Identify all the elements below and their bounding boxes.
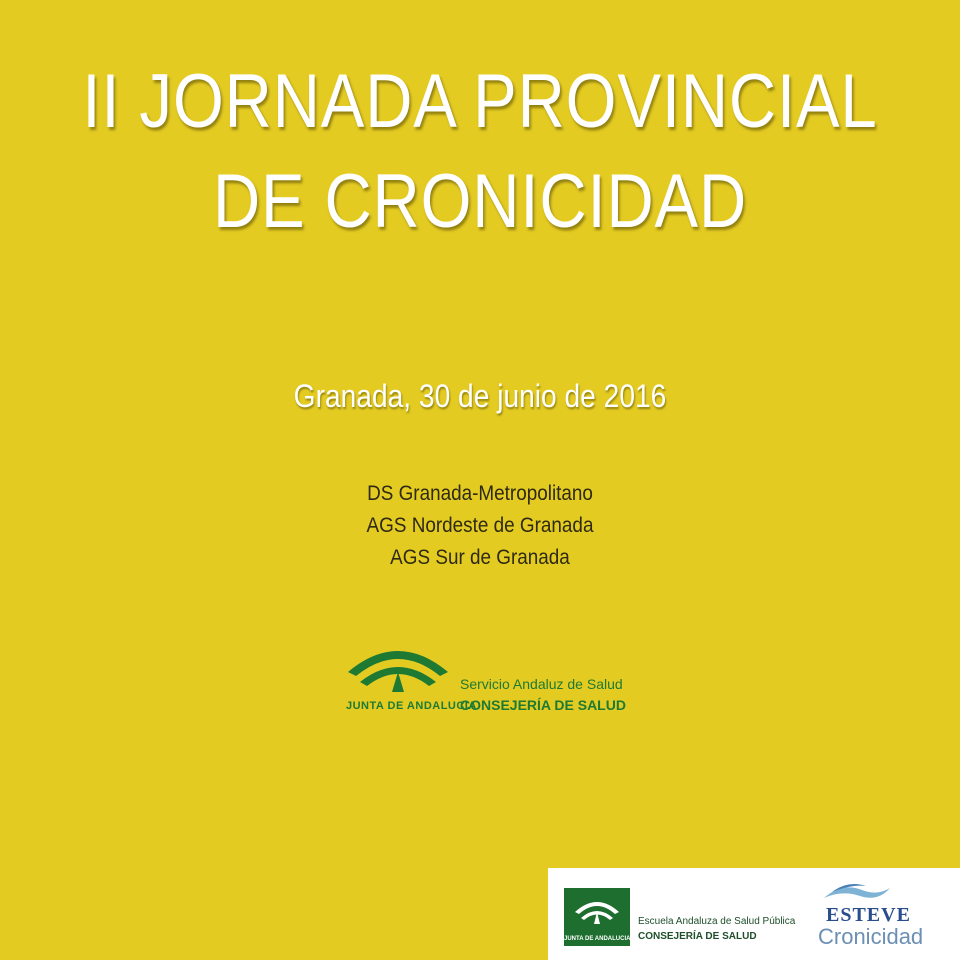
junta-andalucia-emblem-icon xyxy=(573,892,621,930)
esteve-wave-icon xyxy=(822,880,892,904)
district-item: DS Granada-Metropolitano xyxy=(367,482,593,505)
sas-consejeria-label: CONSEJERÍA DE SALUD xyxy=(460,697,626,713)
esteve-logo xyxy=(810,878,950,956)
sas-service-label: Servicio Andaluz de Salud xyxy=(460,676,623,692)
esteve-subtitle: Cronicidad xyxy=(818,924,924,949)
district-item: AGS Sur de Granada xyxy=(390,546,570,569)
sponsor-strip xyxy=(548,868,960,960)
page-title xyxy=(67,52,893,252)
easp-badge-label: JUNTA DE ANDALUCIA xyxy=(564,936,631,942)
easp-badge xyxy=(564,888,630,946)
junta-label: JUNTA DE ANDALUCIA xyxy=(346,700,477,712)
esteve-brand: ESTEVE xyxy=(826,904,911,926)
sas-logo xyxy=(340,636,630,726)
easp-name: Escuela Andaluza de Salud Pública xyxy=(638,916,796,927)
event-date: Granada, 30 de junio de 2016 xyxy=(293,378,667,414)
easp-consejeria: CONSEJERÍA DE SALUD xyxy=(638,931,757,942)
title-line-1: II JORNADA PROVINCIAL xyxy=(82,59,878,144)
districts-list xyxy=(48,478,912,574)
district-item: AGS Nordeste de Granada xyxy=(366,514,594,537)
title-line-2: DE CRONICIDAD xyxy=(212,159,748,244)
